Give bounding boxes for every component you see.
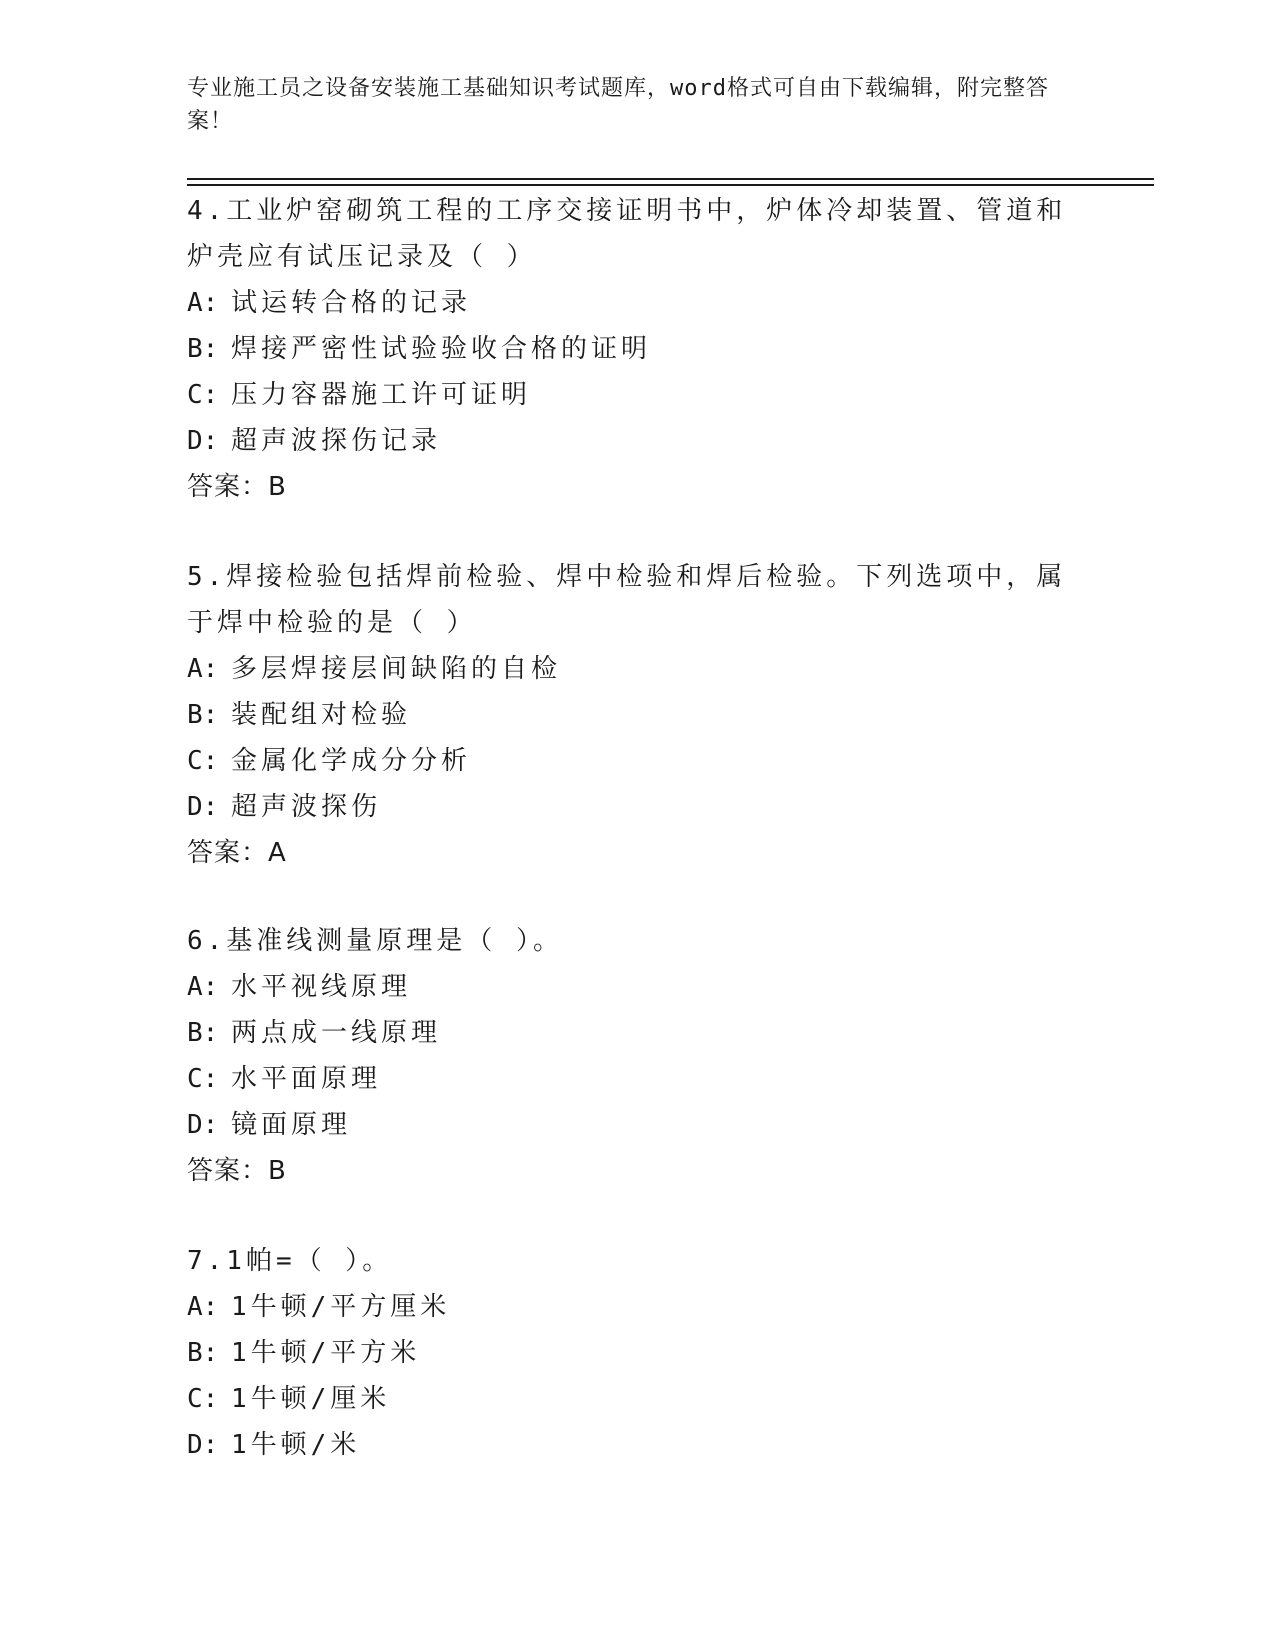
option-text: 1牛顿/米 [231, 1430, 361, 1460]
header-divider-top [187, 178, 1154, 180]
option-letter: B: [187, 700, 219, 730]
question-block [187, 918, 1067, 1194]
option-letter: B: [187, 1018, 219, 1048]
option-text: 试运转合格的记录 [231, 288, 472, 318]
option-letter: A: [187, 654, 219, 684]
option-letter: A: [187, 1292, 219, 1322]
question-stem: 4.工业炉窑砌筑工程的工序交接证明书中，炉体冷却装置、管道和炉壳应有试压记录及（ ） [187, 196, 1067, 272]
option-text: 1牛顿/厘米 [231, 1384, 391, 1414]
option-d [187, 418, 1067, 464]
option-letter: B: [187, 1338, 219, 1368]
option-d [187, 784, 1067, 830]
option-letter: D: [187, 1110, 219, 1140]
option-d [187, 1422, 1067, 1468]
header-divider-bottom [187, 184, 1154, 186]
answer-line: 答案：A [187, 838, 287, 868]
option-letter: A: [187, 288, 219, 318]
option-text: 装配组对检验 [231, 700, 412, 730]
option-c [187, 372, 1067, 418]
question-block [187, 554, 1067, 876]
question-stem: 6.基准线测量原理是（ ）。 [187, 926, 563, 956]
option-text: 压力容器施工许可证明 [231, 380, 532, 410]
option-b [187, 692, 1067, 738]
option-text: 1牛顿/平方厘米 [231, 1292, 451, 1322]
question-block [187, 188, 1067, 510]
option-letter: C: [187, 380, 219, 410]
option-a [187, 646, 1067, 692]
option-b [187, 326, 1067, 372]
option-text: 焊接严密性试验验收合格的证明 [231, 334, 652, 364]
option-letter: C: [187, 1384, 219, 1414]
option-text: 两点成一线原理 [231, 1018, 442, 1048]
option-letter: D: [187, 1430, 219, 1460]
question-stem: 7.1帕=（ ）。 [187, 1246, 393, 1276]
document-header: 专业施工员之设备安装施工基础知识考试题库，word格式可自由下载编辑，附完整答案！ [187, 76, 1049, 134]
option-b [187, 1330, 1067, 1376]
option-c [187, 1056, 1067, 1102]
option-text: 金属化学成分分析 [231, 746, 472, 776]
option-a [187, 1284, 1067, 1330]
answer-line: 答案：B [187, 1156, 287, 1186]
question-block [187, 1238, 1067, 1468]
option-text: 超声波探伤记录 [231, 426, 442, 456]
option-c [187, 738, 1067, 784]
option-text: 多层焊接层间缺陷的自检 [231, 654, 562, 684]
option-text: 水平面原理 [231, 1064, 382, 1094]
option-text: 镜面原理 [231, 1110, 352, 1140]
option-a [187, 964, 1067, 1010]
option-text: 1牛顿/平方米 [231, 1338, 421, 1368]
option-d [187, 1102, 1067, 1148]
option-letter: B: [187, 334, 219, 364]
answer-line: 答案：B [187, 472, 287, 502]
option-letter: C: [187, 746, 219, 776]
option-letter: A: [187, 972, 219, 1002]
question-stem: 5.焊接检验包括焊前检验、焊中检验和焊后检验。下列选项中，属于焊中检验的是（ ） [187, 562, 1067, 638]
option-letter: D: [187, 792, 219, 822]
option-text: 水平视线原理 [231, 972, 412, 1002]
option-letter: C: [187, 1064, 219, 1094]
option-c [187, 1376, 1067, 1422]
option-a [187, 280, 1067, 326]
option-letter: D: [187, 426, 219, 456]
option-text: 超声波探伤 [231, 792, 382, 822]
option-b [187, 1010, 1067, 1056]
